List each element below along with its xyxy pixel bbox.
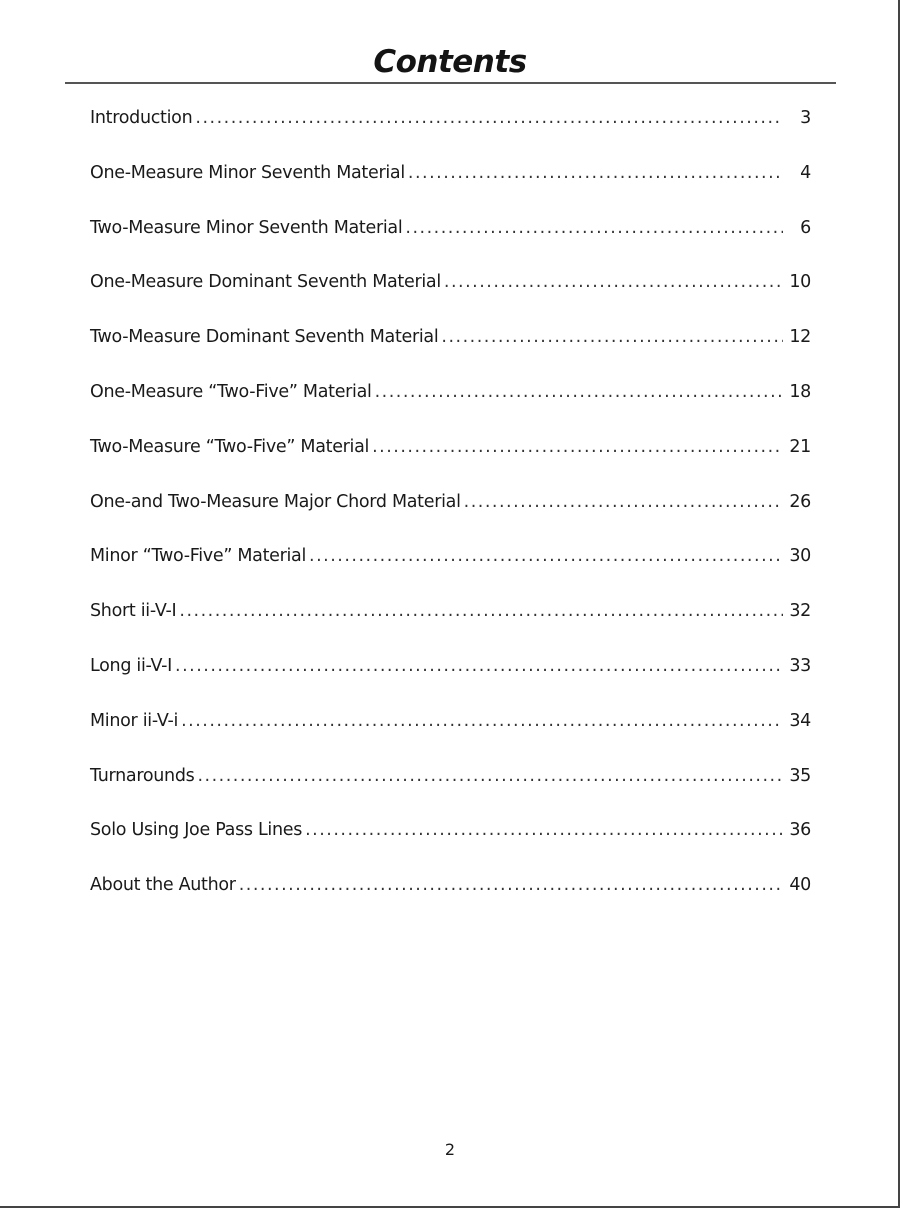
toc-entry[interactable] bbox=[90, 437, 811, 492]
toc-entry-page: 26 bbox=[789, 491, 811, 512]
toc-entry[interactable] bbox=[90, 546, 811, 601]
table-of-contents bbox=[90, 108, 811, 930]
toc-entry[interactable] bbox=[90, 820, 811, 875]
toc-entry[interactable] bbox=[90, 218, 811, 273]
toc-entry-label: One-and Two-Measure Major Chord Material bbox=[90, 491, 461, 512]
toc-entry-label: One-Measure Minor Seventh Material bbox=[90, 162, 405, 183]
dot-leader bbox=[464, 492, 783, 512]
toc-entry-page: 12 bbox=[789, 327, 811, 348]
toc-entry-page: 36 bbox=[789, 820, 811, 841]
toc-entry-label: About the Author bbox=[90, 875, 236, 896]
dot-leader bbox=[175, 656, 783, 676]
toc-entry-label: One-Measure Dominant Seventh Material bbox=[90, 272, 441, 293]
toc-entry-label: Two-Measure “Two-Five” Material bbox=[90, 436, 370, 457]
toc-entry-page: 6 bbox=[800, 217, 811, 238]
toc-entry-page: 34 bbox=[789, 710, 811, 731]
toc-entry-page: 33 bbox=[789, 655, 811, 676]
toc-entry[interactable] bbox=[90, 382, 811, 437]
toc-entry-page: 3 bbox=[800, 108, 811, 128]
dot-leader bbox=[197, 766, 783, 786]
page-number: 2 bbox=[444, 1140, 456, 1159]
toc-entry-page: 35 bbox=[789, 765, 811, 786]
toc-entry-label: Short ii-V-I bbox=[90, 601, 177, 622]
toc-entry-label: Long ii-V-I bbox=[90, 655, 173, 676]
page-title: Contents bbox=[373, 44, 527, 80]
dot-leader bbox=[408, 163, 783, 183]
toc-entry-label: Introduction bbox=[90, 108, 193, 128]
dot-leader bbox=[444, 272, 783, 292]
toc-entry-page: 30 bbox=[789, 546, 811, 567]
toc-entry[interactable] bbox=[90, 272, 811, 327]
dot-leader bbox=[181, 711, 783, 731]
toc-entry[interactable] bbox=[90, 601, 811, 656]
toc-entry-label: Turnarounds bbox=[90, 765, 195, 786]
toc-entry[interactable] bbox=[90, 766, 811, 821]
dot-leader bbox=[375, 382, 783, 402]
dot-leader bbox=[239, 875, 783, 895]
toc-entry-page: 21 bbox=[789, 436, 811, 457]
toc-entry-page: 40 bbox=[789, 875, 811, 896]
dot-leader bbox=[372, 437, 783, 457]
dot-leader bbox=[309, 546, 783, 566]
toc-entry[interactable] bbox=[90, 875, 811, 930]
toc-entry[interactable] bbox=[90, 108, 811, 163]
toc-entry[interactable] bbox=[90, 327, 811, 382]
toc-entry-page: 4 bbox=[800, 162, 811, 183]
toc-entry-page: 10 bbox=[789, 272, 811, 293]
toc-entry[interactable] bbox=[90, 492, 811, 547]
toc-entry-label: Solo Using Joe Pass Lines bbox=[90, 820, 303, 841]
toc-entry-page: 32 bbox=[789, 601, 811, 622]
dot-leader bbox=[195, 108, 783, 128]
toc-entry-label: One-Measure “Two-Five” Material bbox=[90, 381, 372, 402]
toc-entry-label: Minor “Two-Five” Material bbox=[90, 546, 307, 567]
toc-entry-page: 18 bbox=[789, 381, 811, 402]
title-rule bbox=[65, 82, 836, 84]
dot-leader bbox=[179, 601, 783, 621]
toc-entry-label: Two-Measure Dominant Seventh Material bbox=[90, 327, 439, 348]
dot-leader bbox=[441, 327, 783, 347]
toc-entry-label: Minor ii-V-i bbox=[90, 710, 179, 731]
toc-entry[interactable] bbox=[90, 711, 811, 766]
toc-entry[interactable] bbox=[90, 163, 811, 218]
dot-leader bbox=[405, 218, 783, 238]
dot-leader bbox=[305, 820, 783, 840]
toc-entry[interactable] bbox=[90, 656, 811, 711]
toc-entry-label: Two-Measure Minor Seventh Material bbox=[90, 217, 403, 238]
